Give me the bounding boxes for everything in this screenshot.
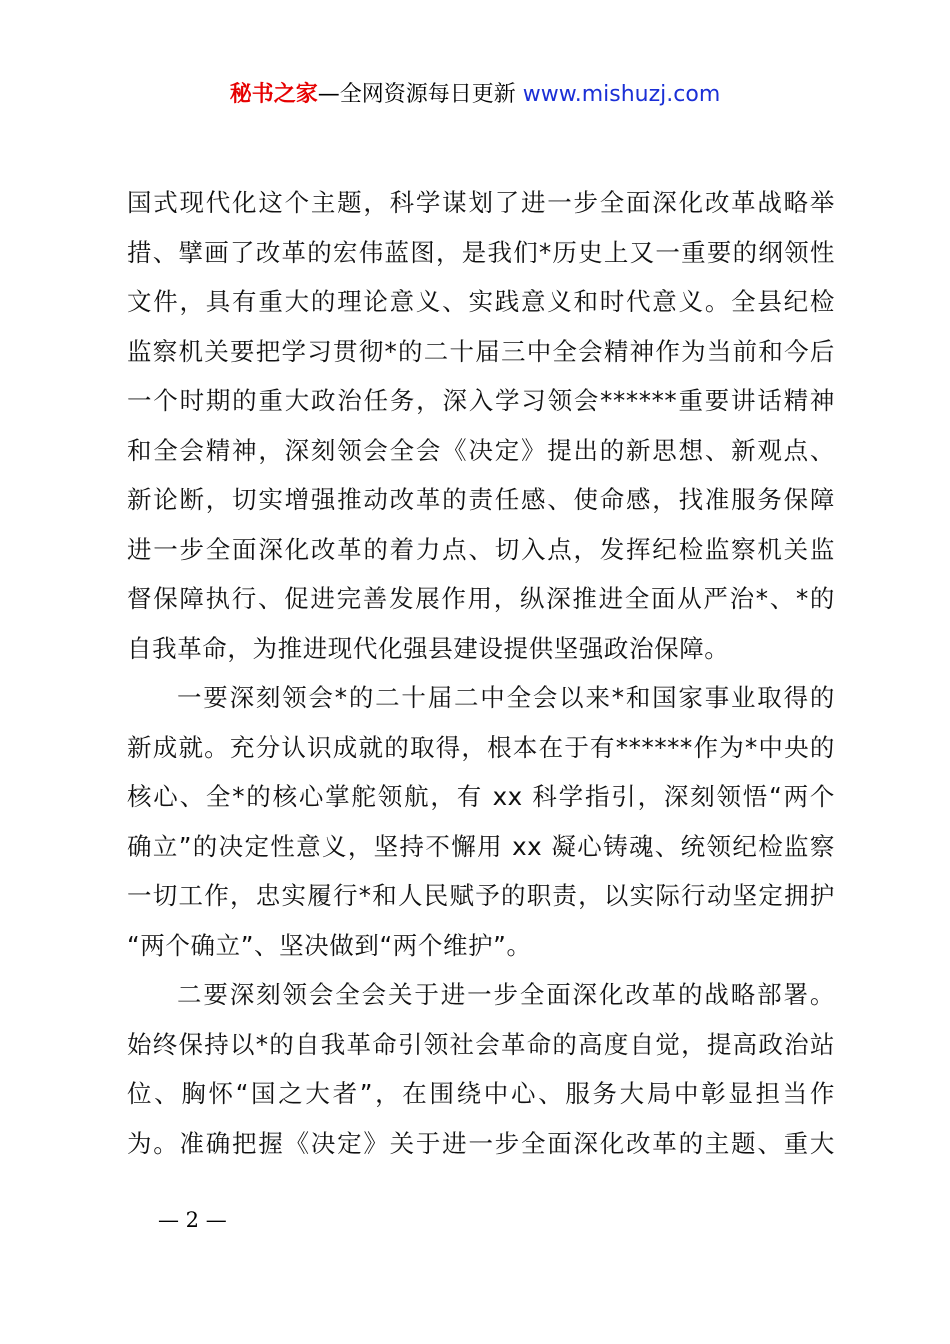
text-line: 进一步全面深化改革的着力点、切入点，发挥纪检监察机关监 xyxy=(127,534,835,564)
paragraph-1 xyxy=(127,178,835,673)
text-line: 为。准确把握《决定》关于进一步全面深化改革的主题、重大 xyxy=(127,1128,835,1158)
text-line: 督保障执行、促进完善发展作用，纵深推进全面从严治*、*的 xyxy=(127,584,836,613)
text-line: 新成就。充分认识成就的取得，根本在于有******作为*中央的 xyxy=(127,732,835,762)
text-line: 核心、全*的核心掌舵领航，有 xx 科学指引，深刻领悟“两个 xyxy=(127,782,835,811)
text-line: 位、胸怀“国之大者”，在围绕中心、服务大局中彰显担当作 xyxy=(127,1079,835,1108)
site-url-link[interactable]: www.mishuzj.com xyxy=(522,82,721,107)
site-header xyxy=(0,78,950,112)
paragraph-2 xyxy=(127,673,835,970)
text-line: 确立”的决定性意义，坚持不懈用 xx 凝心铸魂、统领纪检监察 xyxy=(127,831,835,861)
page-number: — 2 — xyxy=(158,1208,227,1232)
text-line: 新论断，切实增强推动改革的责任感、使命感，找准服务保障 xyxy=(127,485,835,514)
text-line: 措、擘画了改革的宏伟蓝图，是我们*历史上又一重要的纲领性 xyxy=(127,237,835,267)
document-body xyxy=(127,178,835,1168)
text-line: “两个确立”、坚决做到“两个维护”。 xyxy=(127,930,532,960)
text-line: 监察机关要把学习贯彻*的二十届三中全会精神作为当前和今后 xyxy=(127,336,835,366)
text-line: 国式现代化这个主题，科学谋划了进一步全面深化改革战略举 xyxy=(127,188,835,217)
site-brand: 秘书之家 xyxy=(229,82,318,107)
site-tagline: —全网资源每日更新 xyxy=(317,82,523,107)
text-line: 一要深刻领会*的二十届二中全会以来*和国家事业取得的 xyxy=(177,683,835,712)
text-line: 一个时期的重大政治任务，深入学习领会******重要讲话精神 xyxy=(127,386,835,415)
text-line: 自我革命，为推进现代化强县建设提供坚强政治保障。 xyxy=(127,633,730,663)
text-line: 一切工作，忠实履行*和人民赋予的职责，以实际行动坚定拥护 xyxy=(127,881,835,910)
text-line: 文件，具有重大的理论意义、实践意义和时代意义。全县纪检 xyxy=(127,287,835,316)
paragraph-3 xyxy=(127,970,835,1168)
text-line: 二要深刻领会全会关于进一步全面深化改革的战略部署。 xyxy=(177,980,835,1009)
text-line: 和全会精神，深刻领会全会《决定》提出的新思想、新观点、 xyxy=(127,435,835,465)
text-line: 始终保持以*的自我革命引领社会革命的高度自觉，提高政治站 xyxy=(127,1029,835,1059)
